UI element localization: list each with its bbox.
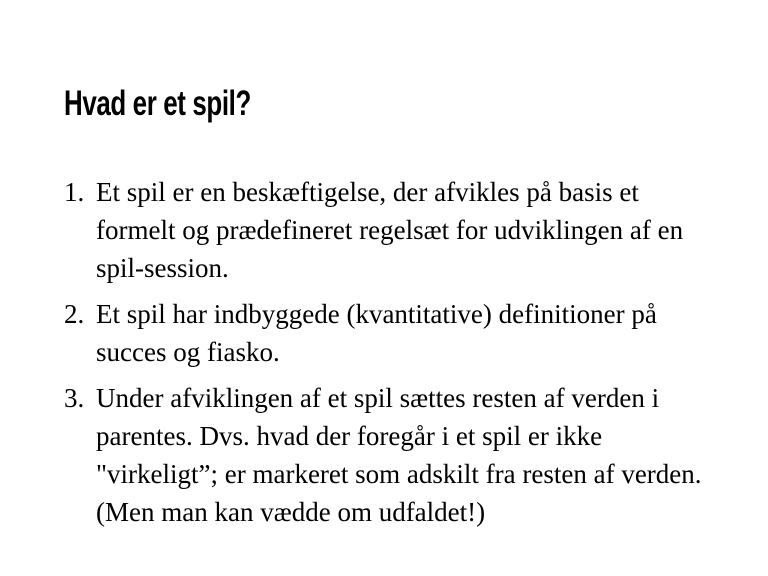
list-item-text: Et spil er en beskæftigelse, der afvikles på basis et formelt og prædefineret regelsæt for udviklingen af en spil-session.: [96, 177, 684, 283]
list-item-text: Under afviklingen af et spil sættes resten af verden i parentes. Dvs. hvad der foregår i et spil er ikke "virkeligt”; er markeret som adskilt fra resten af verden. (Men man kan vædde om udfaldet!): [96, 383, 702, 527]
numbered-list: [64, 173, 724, 539]
list-item-number: 3.: [64, 383, 85, 413]
list-item-text: Et spil har indbyggede (kvantitative) definitioner på succes og fiasko.: [96, 299, 657, 367]
list-item-number: 2.: [64, 299, 85, 329]
list-item-1: [64, 173, 724, 287]
list-item-number: 1.: [64, 177, 85, 207]
list-item-3: [64, 379, 724, 531]
slide-title: Hvad er et spil?: [64, 84, 251, 123]
list-item-2: [64, 295, 724, 371]
